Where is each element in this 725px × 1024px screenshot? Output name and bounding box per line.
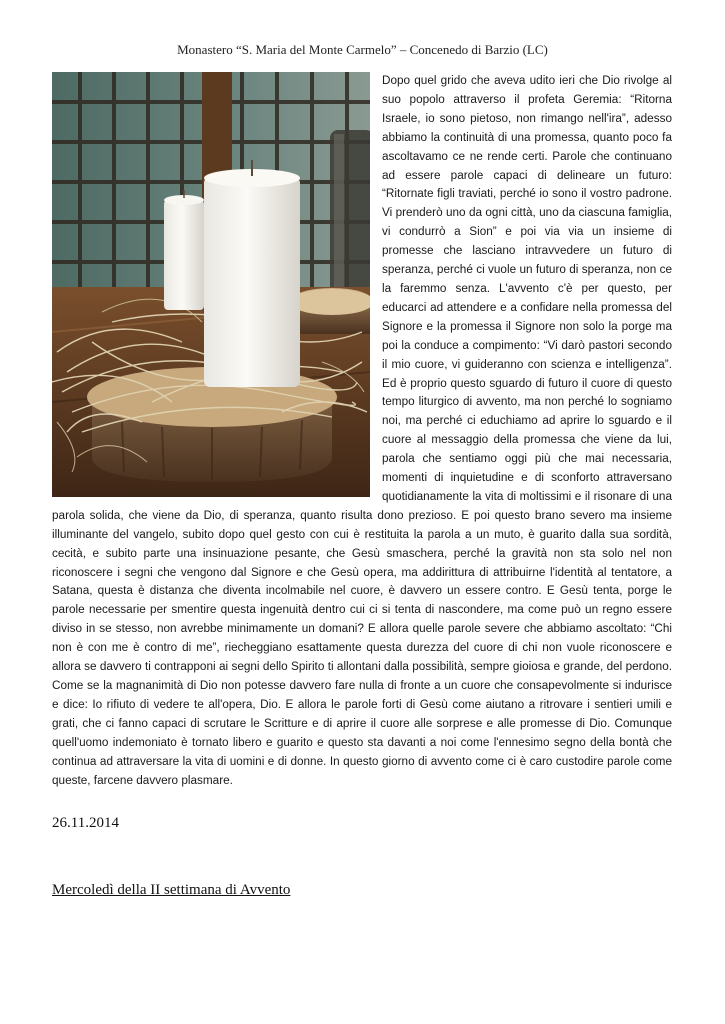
reflection-text bbox=[52, 72, 672, 790]
next-section-title: Mercoledì della II settimana di Avvento bbox=[52, 882, 291, 898]
entry-date: 26.11.2014 bbox=[52, 815, 119, 831]
photo-spacer bbox=[52, 72, 382, 500]
page-header: Monastero “S. Maria del Monte Carmelo” – Concenedo di Barzio (LC) bbox=[177, 42, 548, 57]
reflection-paragraph: Dopo quel grido che aveva udito ieri che Dio rivolge al suo popolo attraverso il profeta Geremia: “Ritorna Israele, io sono pietoso, non rimango nell'ira”, adesso abbiamo la continuità di una promessa, quanto poco fa ascoltavamo ce ne rende certi. Parole che continuano ad essere parole capaci di delineare un futuro: “Ritornate figli traviati, perché io sono il vostro padrone. Vi prenderò uno da ogni città, uno da ciascuna famiglia, vi condurrò a Sion” e poi via via un insieme di promesse che lasciano intravvedere un futuro di speranza, perché ci vuole un futuro di speranza, non ce la faremmo senza. L'avvento c'è per questo, per educarci ad attendere e a confidare nella promessa del Signore e la promessa il Signore non solo la porge ma poi la conduce a compimento: “Vi darò pastori secondo il mio cuore, vi guideranno con scienza e intelligenza”. Ed è proprio questo sguardo di futuro il cuore di questo tempo liturgico di avvento, ma non perché lo sogniamo noi, ma perché ci educhiamo ad aprire lo sguardo e il cuore al messaggio della promessa che viene da lui, parola che sentiamo oggi più che mai necessaria, momenti di inquietudine e di sconforto attraversano quotidianamente la vita di moltissimi e il risonare di una parola solida, che viene da Dio, di speranza, quanto risulta dono prezioso. E poi questo brano severo ma insieme illuminante del vangelo, subito dopo quel gesto con cui è restituita la parola a un muto, è guarito dalla sua sordità, cecità, e subito parte una insinuazione pesante, che Gesù smaschera, perché la gravità non sta solo nel non riconoscere i segni che vengono dal Signore e che Gesù opera, ma addirittura di attribuirne l'identità al tentatore, a Satana, questa è distanza che diventa incolmabile nel cuore, è davvero un essere contro. E Gesù tenta, porge le parole necessarie per smentire questa ingenuità dentro cui ci si tenta di nascondere, ma come può un regno essere diviso in se stesso, non avrebbe minimamente un domani? E allora quelle parole severe che abbiamo ascoltato: “Chi non è con me è contro di me”, riecheggiano esattamente questa durezza del cuore di chi non vuole riconoscere e allora se davvero ti contrapponi ai segni dello Spirito ti allontani dalla possibilità, sempre gioiosa e grande, del perdono. Come se la magnanimità di Dio non potesse davvero fare nulla di fronte a un cuore che consapevolmente si indurisce e dice: Io rifiuto di vedere te all'opera, Dio. E allora le parole forti di Gesù come aiutano a ritrovare i sentieri umili e grati, che ci fanno capaci di scrutare le Scritture e di aprire il cuore alle sorprese e alle promesse di Dio. Comunque quell'uomo indemoniato è tornato libero e guarito e questo sta davanti a noi come l'ennesimo segno della bontà che continua ad attraversare la vita di uomini e di donne. In questo giorno di avvento come ci è caro custodire parole come queste, farcene davvero plasmare. bbox=[52, 74, 672, 787]
